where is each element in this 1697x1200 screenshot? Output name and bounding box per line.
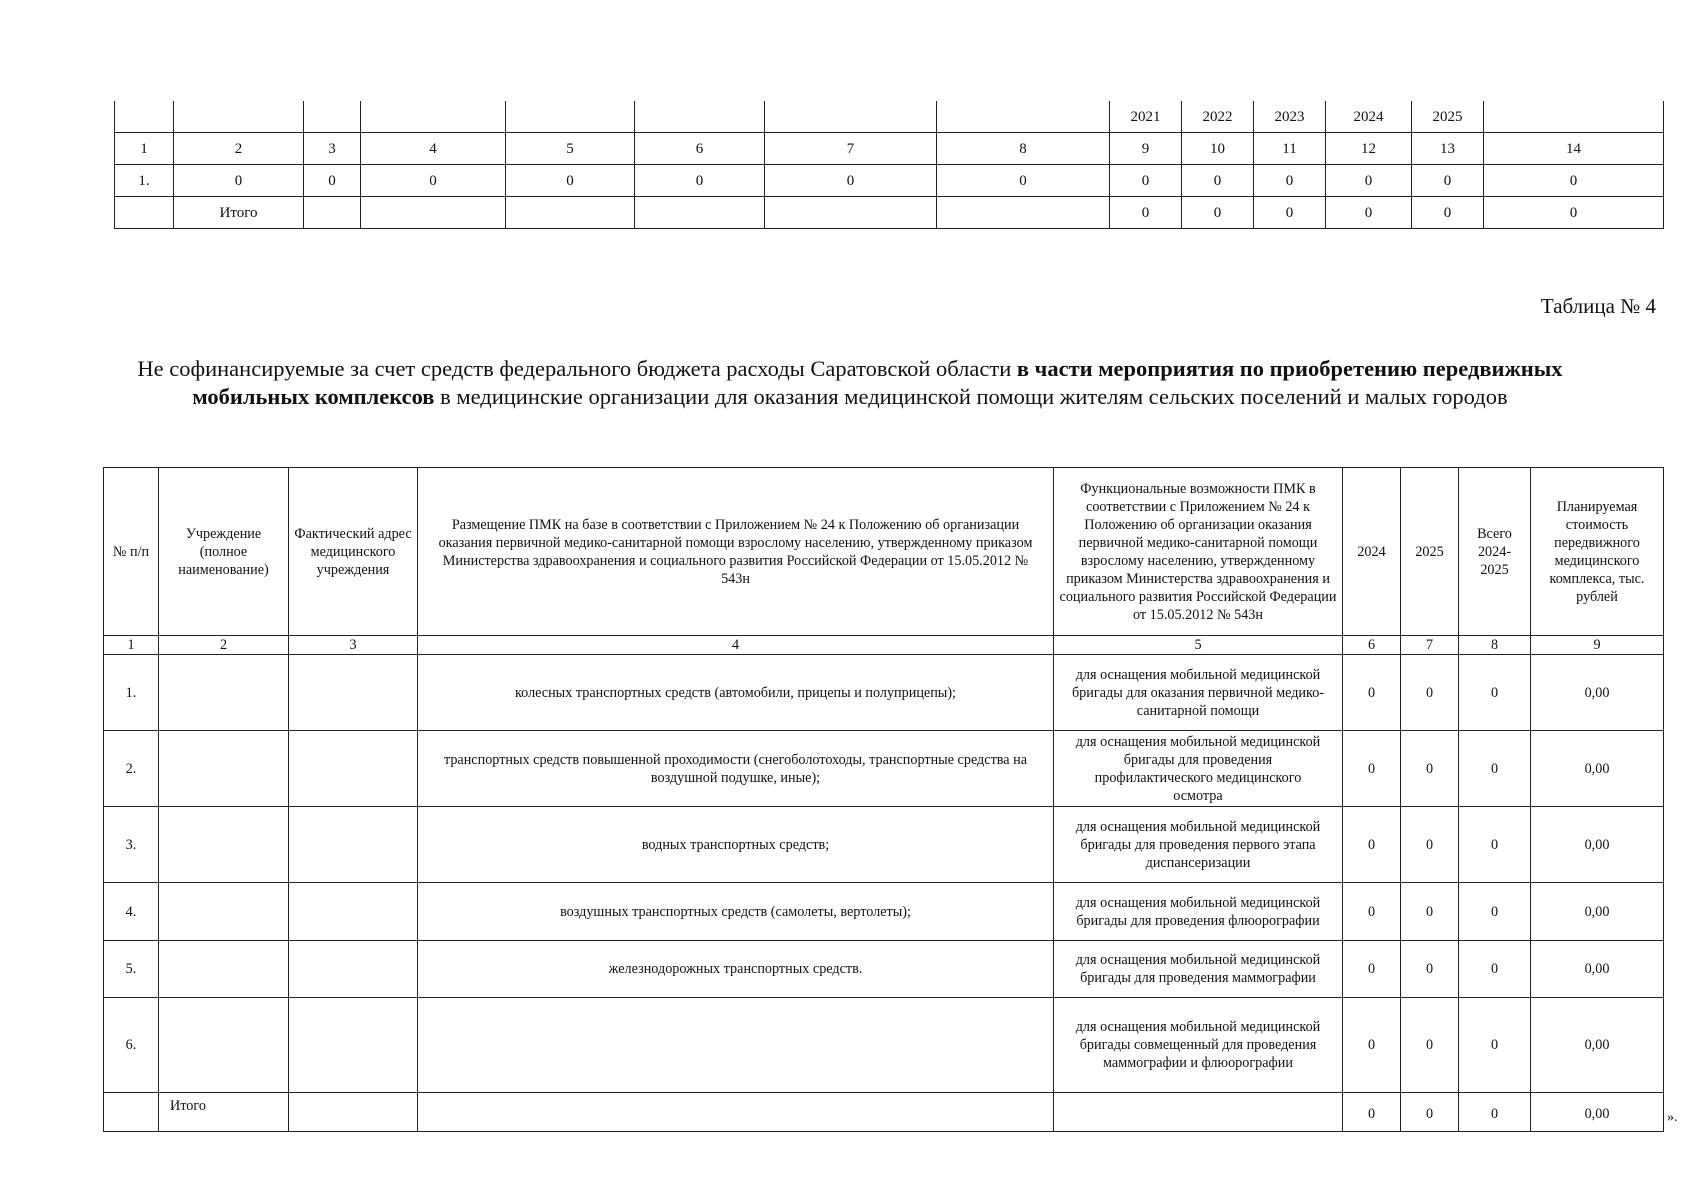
total-label: Итого [159,1093,289,1132]
placement-cell: транспортных средств повышенной проходимости (снегоболотоходы, транспортные средства на воздушной подушке, иные); [418,731,1054,807]
value-2025: 0 [1401,807,1459,883]
column-number: 1 [115,133,174,165]
column-number: 7 [765,133,937,165]
table-row [104,998,1664,1093]
table-cell: 0 [1484,165,1664,197]
row-number: 1. [104,655,159,731]
column-number: 4 [418,636,1054,655]
table-cell: 0 [1254,165,1326,197]
column-number: 11 [1254,133,1326,165]
value-total: 0 [1459,731,1531,807]
column-number: 5 [1054,636,1343,655]
column-number: 3 [304,133,361,165]
placement-cell: воздушных транспортных средств (самолеты, вертолеты); [418,883,1054,941]
value-cost: 0,00 [1531,998,1664,1093]
table-cell: 0 [765,165,937,197]
function-cell: для оснащения мобильной медицинской бригады совмещенный для проведения маммографии и флюорографии [1054,998,1343,1093]
column-number: 5 [506,133,635,165]
total-cell: 0 [1326,197,1412,229]
value-cost: 0,00 [1531,883,1664,941]
header-cell: Планируемая стоимость передвижного медицинского комплекса, тыс. рублей [1531,468,1664,636]
column-number: 3 [289,636,418,655]
value-total: 0 [1459,941,1531,998]
value-cost: 0,00 [1531,655,1664,731]
column-number: 8 [937,133,1110,165]
header-cell: Учреждение (полное наименование) [159,468,289,636]
year-header-row [115,101,1664,133]
column-number-row [115,133,1664,165]
title-part-1: Не софинансируемые за счет средств федерального бюджета расходы Саратовской области [137,356,1017,381]
value-2025: 0 [1401,941,1459,998]
year-cell: 2022 [1182,101,1254,133]
header-cell: Всего 2024-2025 [1459,468,1531,636]
header-row [104,468,1664,636]
value-2025: 0 [1401,883,1459,941]
table-row [115,165,1664,197]
table-row [104,883,1664,941]
row-number: 2. [104,731,159,807]
column-number: 14 [1484,133,1664,165]
column-number: 13 [1412,133,1484,165]
title-bold-part: в части мероприятия по приобретению передвижных мобильных комплексов [192,356,1563,409]
column-number: 8 [1459,636,1531,655]
table-row [104,731,1664,807]
table-cell: 0 [361,165,506,197]
year-cell: 2023 [1254,101,1326,133]
year-cell: 2021 [1110,101,1182,133]
header-cell: Функциональные возможности ПМК в соответствии с Приложением № 24 к Положению об организации оказания первичной медико-санитарной помощи взрослому населению, утвержденному приказом Министерства здравоохранения и социального развития Российской Федерации от 15.05.2012 № 543н [1054,468,1343,636]
placement-cell: водных транспортных средств; [418,807,1054,883]
table-cell: 0 [1326,165,1412,197]
value-2024: 0 [1343,807,1401,883]
title-part-2: в медицинские организации для оказания медицинской помощи жителям сельских поселений и малых городов [434,384,1508,409]
placement-cell [418,998,1054,1093]
total-2025: 0 [1401,1093,1459,1132]
total-row [104,1093,1664,1132]
table-cell: 0 [1182,165,1254,197]
value-cost: 0,00 [1531,731,1664,807]
total-label: Итого [174,197,304,229]
header-cell: 2024 [1343,468,1401,636]
total-cell: 0 [1110,197,1182,229]
table-cell: 0 [635,165,765,197]
value-cost: 0,00 [1531,941,1664,998]
placement-cell: железнодорожных транспортных средств. [418,941,1054,998]
column-number: 1 [104,636,159,655]
column-number: 12 [1326,133,1412,165]
value-2024: 0 [1343,655,1401,731]
row-number: 5. [104,941,159,998]
previous-table-continuation [114,101,1664,229]
table-row [104,807,1664,883]
row-number: 4. [104,883,159,941]
row-number: 3. [104,807,159,883]
total-2024: 0 [1343,1093,1401,1132]
table-cell: 0 [506,165,635,197]
column-number: 9 [1110,133,1182,165]
table-cell: 0 [174,165,304,197]
value-2024: 0 [1343,941,1401,998]
table-cell: 0 [1412,165,1484,197]
value-total: 0 [1459,807,1531,883]
row-number: 6. [104,998,159,1093]
column-number-row [104,636,1664,655]
pmk-expenses-table [103,467,1664,1132]
header-cell: Размещение ПМК на базе в соответствии с Приложением № 24 к Положению об организации оказания первичной медико-санитарной помощи взрослому населению, утвержденному приказом Министерства здравоохранения и социального развития Российской Федерации от 15.05.2012 № 543н [418,468,1054,636]
column-number: 2 [174,133,304,165]
placement-cell: колесных транспортных средств (автомобили, прицепы и полуприцепы); [418,655,1054,731]
total-cell: 0 [1254,197,1326,229]
total-cost: 0,00 [1531,1093,1664,1132]
column-number: 6 [1343,636,1401,655]
value-cost: 0,00 [1531,807,1664,883]
table-row [104,941,1664,998]
total-row [115,197,1664,229]
year-cell: 2024 [1326,101,1412,133]
year-cell: 2025 [1412,101,1484,133]
header-cell: 2025 [1401,468,1459,636]
column-number: 7 [1401,636,1459,655]
value-2024: 0 [1343,998,1401,1093]
table-cell: 0 [304,165,361,197]
table-row [104,655,1664,731]
value-2025: 0 [1401,655,1459,731]
function-cell: для оснащения мобильной медицинской бригады для проведения маммографии [1054,941,1343,998]
function-cell: для оснащения мобильной медицинской бригады для оказания первичной медико-санитарной помощи [1054,655,1343,731]
value-total: 0 [1459,998,1531,1093]
table-cell: 1. [115,165,174,197]
value-2024: 0 [1343,731,1401,807]
header-cell: № п/п [104,468,159,636]
column-number: 9 [1531,636,1664,655]
total-all: 0 [1459,1093,1531,1132]
column-number: 2 [159,636,289,655]
value-total: 0 [1459,883,1531,941]
column-number: 4 [361,133,506,165]
table-title [130,355,1570,411]
function-cell: для оснащения мобильной медицинской бригады для проведения первого этапа диспансеризации [1054,807,1343,883]
value-2025: 0 [1401,731,1459,807]
total-cell: 0 [1412,197,1484,229]
table-cell: 0 [937,165,1110,197]
table-cell: 0 [1110,165,1182,197]
value-2025: 0 [1401,998,1459,1093]
header-cell: Фактический адрес медицинского учреждения [289,468,418,636]
column-number: 6 [635,133,765,165]
value-2024: 0 [1343,883,1401,941]
column-number: 10 [1182,133,1254,165]
closing-quote: ». [1667,1110,1678,1125]
function-cell: для оснащения мобильной медицинской бригады для проведения профилактического медицинского осмотра [1054,731,1343,807]
total-cell: 0 [1484,197,1664,229]
total-cell: 0 [1182,197,1254,229]
function-cell: для оснащения мобильной медицинской бригады для проведения флюорографии [1054,883,1343,941]
value-total: 0 [1459,655,1531,731]
table-number: Таблица № 4 [1540,294,1656,318]
